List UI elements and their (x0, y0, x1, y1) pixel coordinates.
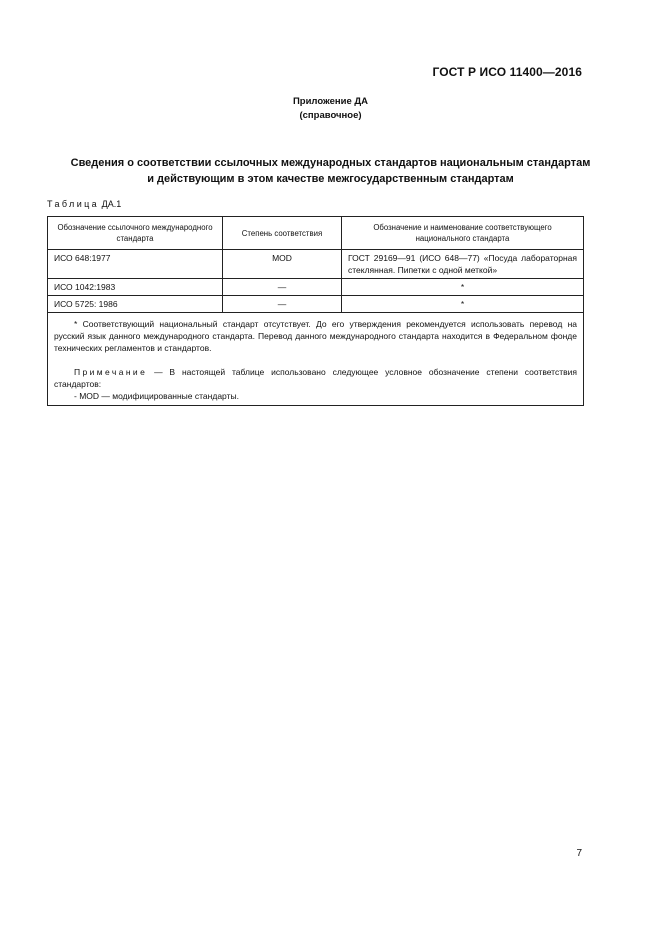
correspondence-table (47, 216, 584, 406)
table-notes-row (48, 313, 584, 406)
appendix-heading (0, 95, 661, 123)
appendix-subtitle: (справочное) (299, 110, 362, 121)
cell-degree: — (223, 279, 342, 296)
section-title-line-2: и действующим в этом качестве межгосударственным стандартам (147, 173, 514, 185)
table-header-row (48, 217, 584, 250)
cell-national: * (342, 279, 584, 296)
section-title (40, 155, 621, 187)
table-row (48, 250, 584, 279)
cell-standard: ИСО 5725: 1986 (48, 296, 223, 313)
document-code: ГОСТ Р ИСО 11400—2016 (432, 65, 582, 79)
note (54, 366, 577, 390)
header-national-standard: Обозначение и наименование соответствующего национального стандарта (342, 217, 584, 250)
table-caption (47, 199, 121, 209)
cell-standard: ИСО 648:1977 (48, 250, 223, 279)
footnote: * Соответствующий национальный стандарт отсутствует. До его утверждения рекомендуется использовать перевод на русский язык данного международного стандарта. Перевод данного международного стандарта находится в Федеральном фонде технических регламентов и стандартов. (54, 319, 577, 353)
table-row (48, 279, 584, 296)
page-number: 7 (576, 848, 582, 859)
cell-degree: — (223, 296, 342, 313)
header-degree: Степень соответствия (223, 217, 342, 250)
cell-standard: ИСО 1042:1983 (48, 279, 223, 296)
section-title-line-1: Сведения о соответствии ссылочных международных стандартов национальным стандартам (70, 157, 591, 169)
table-notes (48, 313, 584, 406)
note-item: - MOD — модифицированные стандарты. (74, 391, 239, 401)
note-text: — В настоящей таблице использовано следующее условное обозначение степени соответствия стандартов: (54, 367, 577, 389)
cell-national: * (342, 296, 584, 313)
note-label: Примечание (74, 367, 148, 377)
table-caption-number: ДА.1 (101, 199, 122, 209)
table-row (48, 296, 584, 313)
table-caption-label: Таблица (47, 199, 100, 209)
appendix-title: Приложение ДА (292, 96, 369, 107)
cell-degree: MOD (223, 250, 342, 279)
header-reference-standard: Обозначение ссылочного международного стандарта (48, 217, 223, 250)
cell-national: ГОСТ 29169—91 (ИСО 648—77) «Посуда лабораторная стеклянная. Пипетки с одной меткой» (342, 250, 584, 279)
